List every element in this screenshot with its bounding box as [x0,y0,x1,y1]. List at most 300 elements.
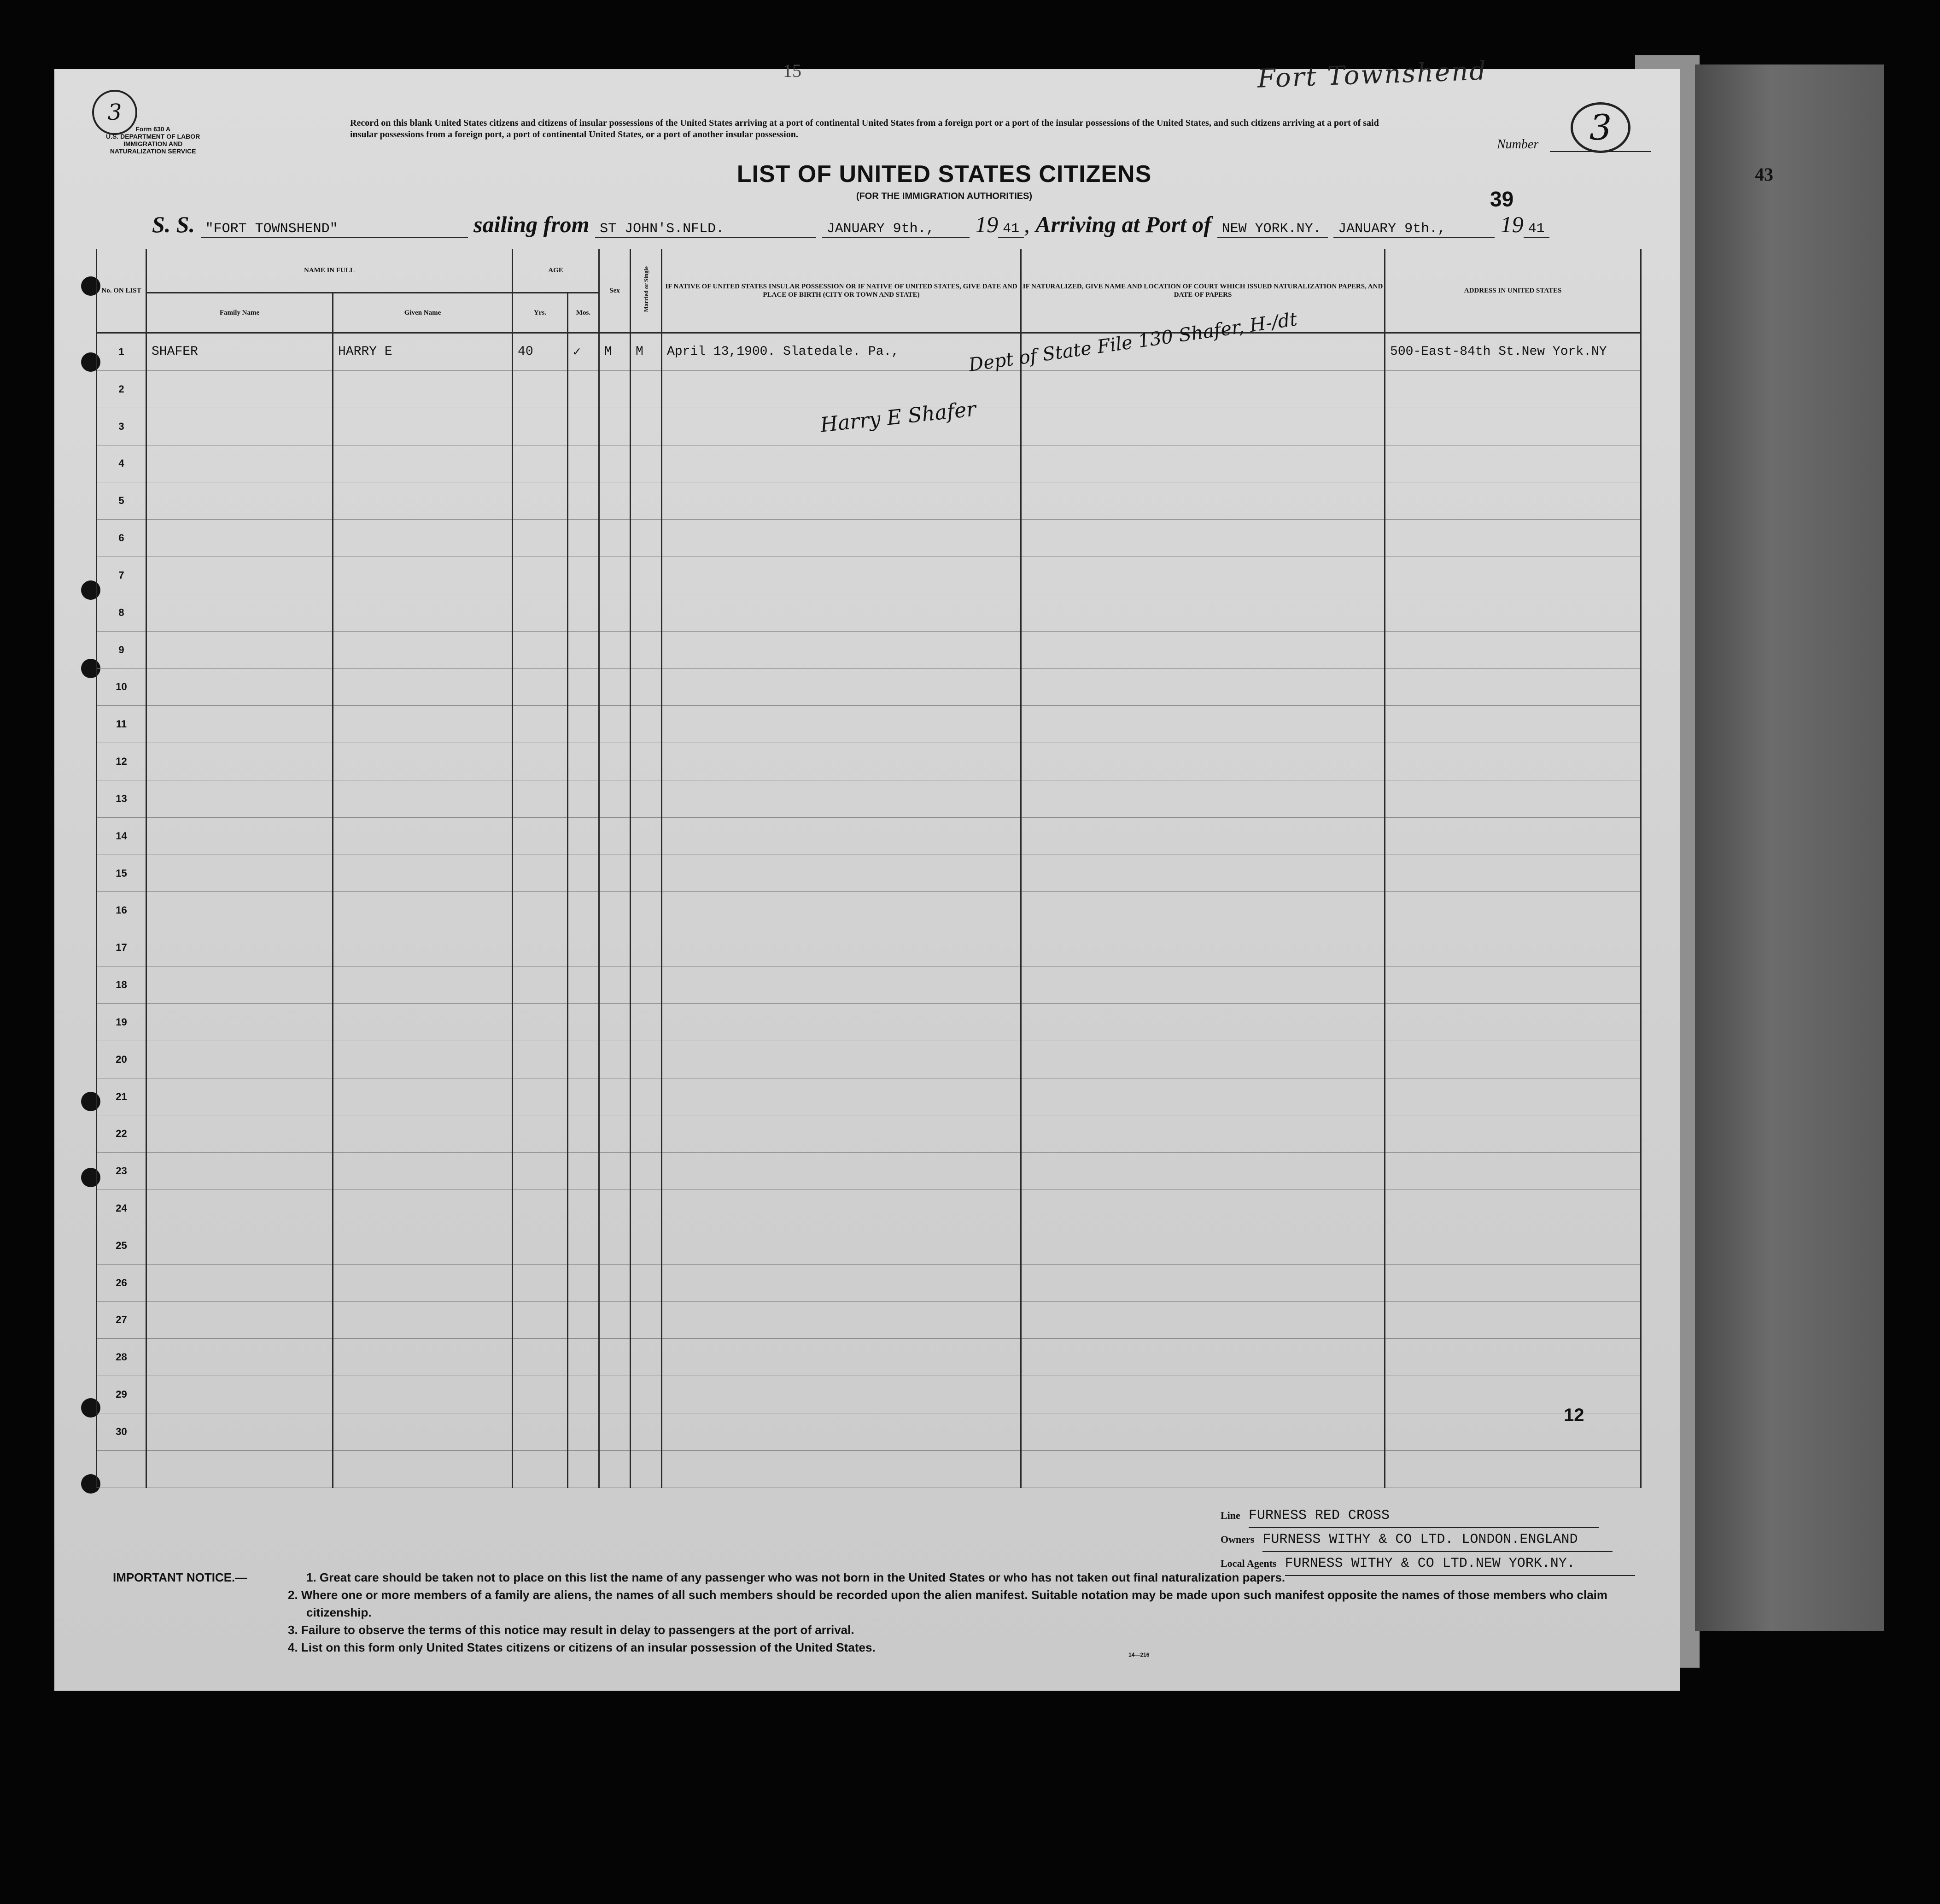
cell-row-number: 21 [97,1078,146,1115]
sailing-year: 41 [998,221,1024,238]
cell-row-number: 8 [97,594,146,631]
cell-row-number: 27 [97,1301,146,1339]
background-folder [1695,64,1884,1631]
cell-family-name [146,1041,333,1078]
col-header-sex: Sex [599,249,631,333]
circled-list-number: 3 [1571,102,1630,153]
cell-family-name [146,1003,333,1041]
cell-us-address [1385,631,1641,668]
cell-us-address [1385,370,1641,408]
cell-naturalization-info [1021,1264,1385,1301]
cell-naturalization-info [1021,1190,1385,1227]
cell-birth-info [662,706,1021,743]
cell-sex [599,855,631,892]
cell-sex [599,706,631,743]
line-label: Line [1221,1510,1240,1521]
cell-sex [599,1115,631,1153]
col-header-yrs: Yrs. [513,293,568,333]
cell-row-number: 22 [97,1115,146,1153]
ship-name: "FORT TOWNSHEND" [201,221,468,238]
cell-age-months [568,967,599,1004]
cell-sex [599,1450,631,1488]
arriving-label: Arriving at Port of [1035,211,1212,237]
cell-age-years [513,1450,568,1488]
cell-birth-info [662,1003,1021,1041]
cell-birth-info [662,1301,1021,1339]
cell-row-number: 10 [97,668,146,706]
form-code: 14—216 [1128,1652,1150,1658]
cell-marital-status [631,1041,662,1078]
cell-marital-status [631,631,662,668]
handwritten-ship-note: Fort Townshend [1257,56,1488,94]
cell-birth-info [662,668,1021,706]
cell-us-address [1385,1153,1641,1190]
cell-age-months [568,706,599,743]
col-header-name: NAME IN FULL [146,249,513,293]
owners-value: FURNESS WITHY & CO LTD. LONDON.ENGLAND [1262,1528,1613,1552]
cell-us-address [1385,1376,1641,1413]
cell-family-name [146,1301,333,1339]
handwritten-signature: Harry E Shafer [819,397,977,437]
cell-marital-status [631,594,662,631]
notice-item: 3. Failure to observe the terms of this notice may result in delay to passengers at the port of arrival. [288,1623,854,1637]
cell-row-number: 7 [97,557,146,594]
cell-given-name [333,1227,513,1264]
cell-family-name [146,706,333,743]
table-row [97,780,1641,817]
cell-us-address [1385,1227,1641,1264]
cell-naturalization-info [1021,967,1385,1004]
cell-age-years [513,1115,568,1153]
cell-age-years [513,1153,568,1190]
cell-age-months [568,1115,599,1153]
cell-naturalization-info [1021,631,1385,668]
cell-given-name [333,967,513,1004]
cell-age-months [568,817,599,855]
cell-marital-status [631,780,662,817]
cell-marital-status [631,1190,662,1227]
cell-age-months [568,780,599,817]
cell-family-name [146,482,333,520]
arrival-port: NEW YORK.NY. [1217,221,1328,238]
cell-birth-info [662,1078,1021,1115]
cell-naturalization-info [1021,892,1385,929]
cell-birth-info [662,1376,1021,1413]
table-row [97,743,1641,780]
cell-age-months [568,1153,599,1190]
cell-us-address [1385,482,1641,520]
table-row [97,1041,1641,1078]
page-title: LIST OF UNITED STATES CITIZENS [736,161,1152,187]
handwritten-annotation: Dept of State File 130 Shafer, H-/dt [967,309,1299,376]
cell-row-number: 16 [97,892,146,929]
cell-birth-info [662,1264,1021,1301]
cell-family-name [146,817,333,855]
arrival-year: 41 [1524,221,1549,238]
cell-us-address [1385,445,1641,482]
cell-us-address [1385,817,1641,855]
table-row [97,892,1641,929]
cell-birth-info [662,817,1021,855]
table-row [97,631,1641,668]
cell-family-name [146,1078,333,1115]
cell-birth-info [662,1153,1021,1190]
cell-family-name [146,594,333,631]
cell-birth-info [662,967,1021,1004]
cell-naturalization-info [1021,557,1385,594]
cell-sex [599,780,631,817]
cell-given-name [333,1003,513,1041]
cell-given-name [333,706,513,743]
cell-age-months [568,1078,599,1115]
arrival-date: JANUARY 9th., [1333,221,1495,238]
top-mark: 15 [783,60,801,81]
cell-us-address [1385,520,1641,557]
cell-age-months [568,631,599,668]
cell-marital-status: M [631,333,662,371]
cell-row-number: 29 [97,1376,146,1413]
cell-marital-status [631,668,662,706]
cell-sex [599,817,631,855]
cell-row-number: 9 [97,631,146,668]
cell-birth-info [662,855,1021,892]
table-row [97,520,1641,557]
cell-row-number: 25 [97,1227,146,1264]
cell-us-address [1385,1078,1641,1115]
cell-marital-status [631,892,662,929]
cell-us-address [1385,1003,1641,1041]
table-row [97,1450,1641,1488]
cell-family-name [146,445,333,482]
stamp-number: 39 [1490,187,1514,211]
table-row [97,333,1641,371]
col-header-family-name: Family Name [146,293,333,333]
cell-age-years [513,631,568,668]
table-row [97,1339,1641,1376]
cell-given-name [333,408,513,445]
cell-age-years [513,445,568,482]
cell-birth-info [662,520,1021,557]
cell-marital-status [631,557,662,594]
cell-row-number: 20 [97,1041,146,1078]
cell-age-years [513,892,568,929]
cell-given-name [333,594,513,631]
col-header-native: IF NATIVE OF UNITED STATES INSULAR POSSESSION OR IF NATIVE OF UNITED STATES, GIVE DATE AND PLACE OF BIRTH (CITY OR TOWN AND STATE) [662,249,1021,333]
cell-sex [599,967,631,1004]
cell-marital-status [631,743,662,780]
cell-sex [599,1301,631,1339]
cell-age-months [568,594,599,631]
cell-us-address: 500-East-84th St.New York.NY [1385,333,1641,371]
cell-marital-status [631,1115,662,1153]
cell-family-name [146,1413,333,1451]
cell-sex [599,1041,631,1078]
cell-birth-info [662,743,1021,780]
cell-birth-info [662,557,1021,594]
cell-us-address [1385,1339,1641,1376]
cell-family-name [146,1115,333,1153]
cell-age-months [568,482,599,520]
cell-row-number: 19 [97,1003,146,1041]
cell-sex [599,1376,631,1413]
cell-age-years [513,370,568,408]
cell-row-number: 12 [97,743,146,780]
cell-given-name [333,1376,513,1413]
cell-sex [599,1153,631,1190]
cell-us-address [1385,1190,1641,1227]
cell-naturalization-info [1021,1301,1385,1339]
notice-item: 2. Where one or more members of a family are aliens, the names of all such members should be recorded upon the alien manifest. Suitable notation may be made upon such manifest opposite the names of those members who claim citizenship. [288,1588,1608,1619]
cell-family-name [146,557,333,594]
cell-marital-status [631,370,662,408]
cell-family-name [146,855,333,892]
cell-age-months [568,1190,599,1227]
cell-family-name [146,929,333,967]
cell-sex [599,1227,631,1264]
cell-birth-info [662,1190,1021,1227]
cell-marital-status [631,817,662,855]
cell-given-name [333,780,513,817]
cell-age-years [513,1301,568,1339]
table-row [97,1376,1641,1413]
cell-birth-info [662,594,1021,631]
cell-age-months [568,668,599,706]
cell-marital-status [631,1339,662,1376]
cell-sex [599,1339,631,1376]
cell-age-months [568,1413,599,1451]
cell-family-name [146,668,333,706]
cell-naturalization-info [1021,743,1385,780]
cell-family-name [146,780,333,817]
cell-marital-status [631,1301,662,1339]
cell-given-name [333,482,513,520]
cell-marital-status [631,520,662,557]
table-row [97,855,1641,892]
cell-sex [599,1413,631,1451]
agents-value: FURNESS WITHY & CO LTD.NEW YORK.NY. [1285,1552,1635,1576]
cell-naturalization-info [1021,1339,1385,1376]
cell-age-months [568,1041,599,1078]
voyage-line: S. S. "FORT TOWNSHEND" sailing from ST JOHN'S.NFLD. JANUARY 9th., 19 41 , Arriving at Port of NEW YORK.NY. JANUARY 9th., 19 41 [152,211,1549,238]
notice-item: 1. Great care should be taken not to place on this list the name of any passenger who was not born in the United States or who has not taken out final naturalization papers. [306,1570,1286,1584]
cell-naturalization-info [1021,1115,1385,1153]
cell-marital-status [631,408,662,445]
number-label: Number [1497,137,1539,152]
cell-age-months [568,520,599,557]
cell-row-number: 18 [97,967,146,1004]
cell-age-years: 40 [513,333,568,371]
table-row [97,929,1641,967]
cell-marital-status [631,1450,662,1488]
table-row [97,482,1641,520]
cell-age-years [513,1041,568,1078]
cell-birth-info [662,445,1021,482]
cell-age-years [513,1264,568,1301]
table-row [97,1413,1641,1451]
cell-given-name [333,1413,513,1451]
cell-age-years [513,743,568,780]
ss-label: S. S. [152,211,195,237]
cell-sex [599,668,631,706]
cell-marital-status [631,1376,662,1413]
table-row [97,445,1641,482]
cell-us-address [1385,892,1641,929]
cell-marital-status [631,1153,662,1190]
cell-birth-info [662,780,1021,817]
cell-sex [599,892,631,929]
cell-sex [599,557,631,594]
cell-row-number: 15 [97,855,146,892]
cell-us-address [1385,743,1641,780]
cell-age-years [513,1190,568,1227]
cell-sex [599,520,631,557]
cell-given-name [333,1301,513,1339]
cell-birth-info [662,892,1021,929]
cell-marital-status [631,967,662,1004]
cell-family-name [146,743,333,780]
cell-row-number: 17 [97,929,146,967]
year-prefix: 19 [1500,211,1524,237]
cell-marital-status [631,929,662,967]
cell-row-number: 28 [97,1339,146,1376]
number-field-line [1550,151,1651,152]
agents-label: Local Agents [1221,1558,1277,1569]
cell-family-name [146,892,333,929]
cell-birth-info [662,1041,1021,1078]
cell-family-name [146,1153,333,1190]
cell-us-address [1385,1264,1641,1301]
table-row [97,594,1641,631]
col-header-age: AGE [513,249,599,293]
cell-marital-status [631,1264,662,1301]
cell-family-name [146,1190,333,1227]
cell-naturalization-info [1021,1450,1385,1488]
cell-us-address [1385,929,1641,967]
cell-given-name [333,1078,513,1115]
cell-given-name [333,1115,513,1153]
table-row [97,817,1641,855]
cell-given-name [333,1450,513,1488]
cell-us-address [1385,967,1641,1004]
cell-birth-info [662,1339,1021,1376]
cell-us-address [1385,557,1641,594]
cell-birth-info [662,929,1021,967]
cell-family-name [146,1264,333,1301]
cell-age-years [513,1339,568,1376]
cell-age-months [568,1227,599,1264]
important-notice [113,1569,1610,1656]
page-subtitle: (FOR THE IMMIGRATION AUTHORITIES) [856,191,1033,201]
cell-us-address [1385,780,1641,817]
cell-naturalization-info [1021,780,1385,817]
cell-us-address [1385,594,1641,631]
table-row [97,370,1641,408]
cell-age-months [568,892,599,929]
sailing-date: JANUARY 9th., [822,221,970,238]
cell-age-years [513,557,568,594]
cell-age-years [513,1227,568,1264]
cell-naturalization-info [1021,482,1385,520]
cell-family-name [146,408,333,445]
cell-row-number: 5 [97,482,146,520]
cell-us-address [1385,706,1641,743]
cell-sex [599,631,631,668]
cell-naturalization-info [1021,668,1385,706]
cell-naturalization-info [1021,594,1385,631]
cell-given-name: HARRY E [333,333,513,371]
passenger-table [96,249,1642,1488]
cell-naturalization-info [1021,1153,1385,1190]
cell-row-number: 11 [97,706,146,743]
cell-row-number: 3 [97,408,146,445]
cell-sex [599,1190,631,1227]
cell-age-years [513,706,568,743]
cell-naturalization-info [1021,855,1385,892]
cell-naturalization-info [1021,445,1385,482]
cell-naturalization-info [1021,929,1385,967]
cell-age-years [513,855,568,892]
cell-row-number: 6 [97,520,146,557]
cell-age-months [568,929,599,967]
cell-sex [599,1078,631,1115]
side-page-number: 43 [1755,164,1773,185]
cell-row-number: 13 [97,780,146,817]
table-row [97,706,1641,743]
cell-row-number: 2 [97,370,146,408]
table-row [97,1190,1641,1227]
cell-sex [599,929,631,967]
cell-age-months [568,1450,599,1488]
cell-age-years [513,408,568,445]
cell-naturalization-info [1021,408,1385,445]
table-row [97,1301,1641,1339]
cell-age-months [568,408,599,445]
table-row [97,1264,1641,1301]
cell-age-months [568,1376,599,1413]
cell-us-address [1385,1413,1641,1451]
cell-family-name [146,1227,333,1264]
form-identifier: Form 630 A U.S. DEPARTMENT OF LABOR IMMIGRATION AND NATURALIZATION SERVICE [106,125,200,155]
cell-given-name [333,631,513,668]
col-header-naturalized: IF NATURALIZED, GIVE NAME AND LOCATION OF COURT WHICH ISSUED NATURALIZATION PAPERS, AND DATE OF PAPERS [1021,249,1385,333]
cell-marital-status [631,855,662,892]
cell-sex [599,1003,631,1041]
cell-age-years [513,668,568,706]
cell-us-address [1385,1301,1641,1339]
cell-age-years [513,967,568,1004]
cell-family-name [146,1376,333,1413]
cell-us-address [1385,855,1641,892]
cell-age-months [568,445,599,482]
cell-given-name [333,520,513,557]
col-header-no: No. ON LIST [97,249,146,333]
table-row [97,1227,1641,1264]
cell-age-years [513,1003,568,1041]
cell-age-years [513,1078,568,1115]
cell-given-name [333,817,513,855]
cell-marital-status [631,1078,662,1115]
cell-row-number: 1 [97,333,146,371]
form-instructions: Record on this blank United States citizens and citizens of insular possessions of the United States arriving at a port of continental United States from a foreign port or a port of the insular possessions of the United States, and such citizens arriving at a port of said insular possessions from a foreign port, a port of continental United States, or a port of another insular possession. [350,118,1379,140]
cell-sex [599,370,631,408]
cell-given-name [333,1264,513,1301]
cell-sex [599,408,631,445]
cell-row-number: 30 [97,1413,146,1451]
cell-row-number: 26 [97,1264,146,1301]
line-value: FURNESS RED CROSS [1249,1504,1599,1528]
cell-birth-info [662,1413,1021,1451]
cell-age-years [513,929,568,967]
